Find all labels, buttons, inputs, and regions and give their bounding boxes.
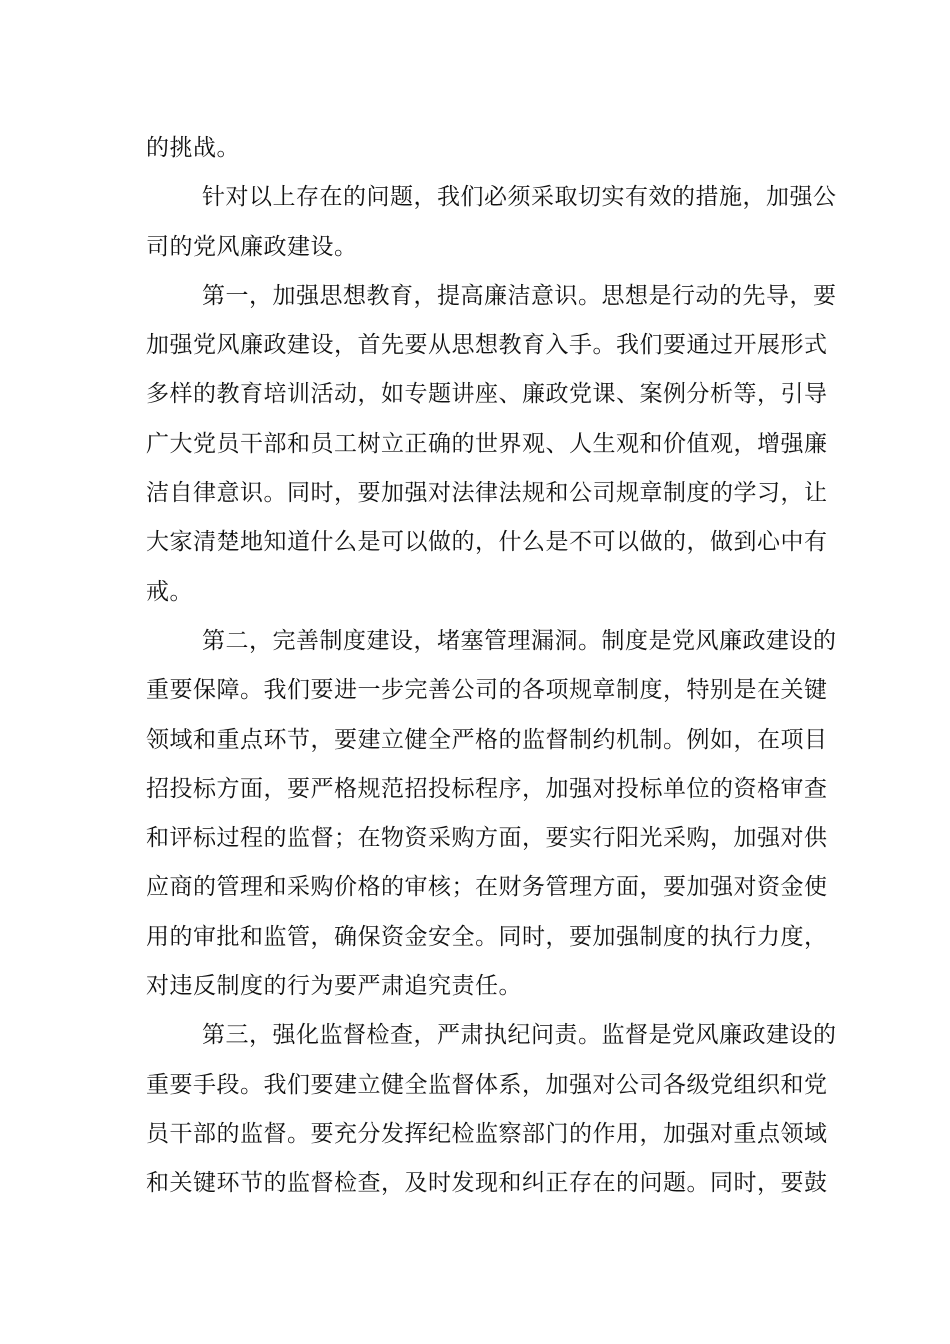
text-line: 戒。 [146, 578, 193, 605]
text-line: 领域和重点环节，要建立健全严格的监督制约机制。例如，在项目 [146, 726, 828, 753]
body-text [146, 124, 837, 1209]
text-line: 多样的教育培训活动，如专题讲座、廉政党课、案例分析等，引导 [146, 381, 828, 408]
text-line: 用的审批和监管，确保资金安全。同时，要加强制度的执行力度， [146, 923, 828, 950]
text-line: 的挑战。 [146, 135, 240, 161]
text-line: 对违反制度的行为要严肃追究责任。 [146, 973, 522, 1000]
text-line: 广大党员干部和员工树立正确的世界观、人生观和价值观，增强廉 [146, 430, 828, 457]
text-line: 第二，完善制度建设，堵塞管理漏洞。制度是党风廉政建设的 [202, 627, 837, 654]
text-line: 重要手段。我们要建立健全监督体系，加强对公司各级党组织和党 [146, 1071, 828, 1098]
text-line: 和评标过程的监督；在物资采购方面，要实行阳光采购，加强对供 [146, 825, 828, 852]
text-line: 大家清楚地知道什么是可以做的，什么是不可以做的，做到心中有 [146, 529, 828, 556]
text-line: 司的党风廉政建设。 [146, 233, 358, 260]
text-line: 加强党风廉政建设，首先要从思想教育入手。我们要通过开展形式 [146, 332, 828, 359]
text-line: 员干部的监督。要充分发挥纪检监察部门的作用，加强对重点领域 [146, 1120, 828, 1147]
text-line: 应商的管理和采购价格的审核；在财务管理方面，要加强对资金使 [146, 874, 828, 901]
text-line: 和关键环节的监督检查，及时发现和纠正存在的问题。同时，要鼓 [146, 1170, 828, 1197]
text-line: 招投标方面，要严格规范招投标程序，加强对投标单位的资格审查 [146, 775, 828, 802]
text-line: 针对以上存在的问题，我们必须采取切实有效的措施，加强公 [202, 184, 837, 211]
text-line: 洁自律意识。同时，要加强对法律法规和公司规章制度的学习，让 [146, 480, 828, 507]
text-line: 第一，加强思想教育，提高廉洁意识。思想是行动的先导，要 [202, 282, 837, 309]
text-line: 重要保障。我们要进一步完善公司的各项规章制度，特别是在关键 [146, 677, 828, 704]
text-line: 第三，强化监督检查，严肃执纪问责。监督是党风廉政建设的 [202, 1022, 837, 1049]
